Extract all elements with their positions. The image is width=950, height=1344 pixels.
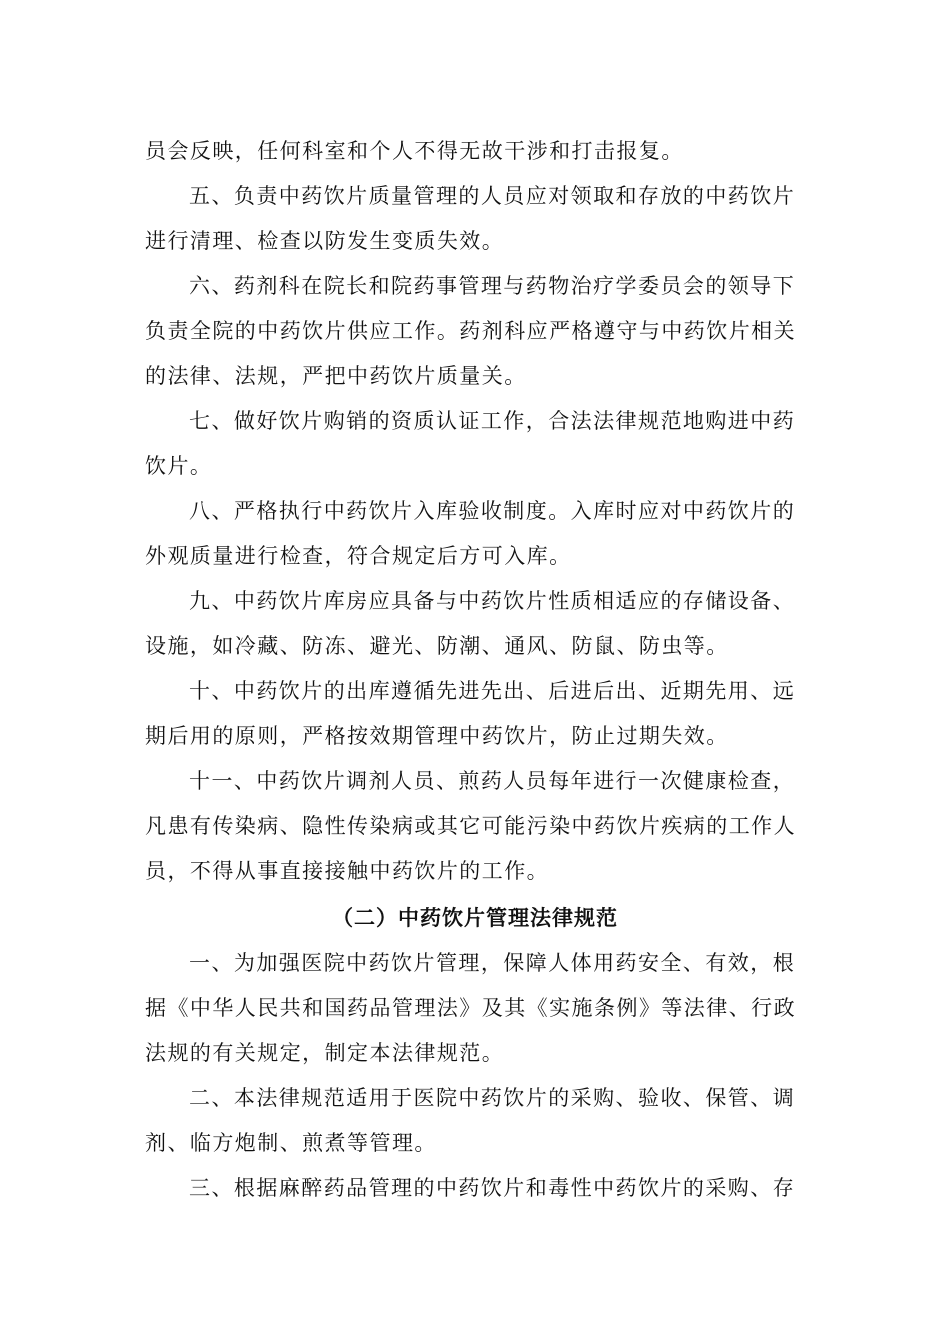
paragraph-line: 十一、中药饮片调剂人员、煎药人员每年进行一次健康检查， [189, 769, 796, 793]
text-line: 据《中华人民共和国药品管理法》及其《实施条例》等法律、行政 [145, 996, 797, 1020]
text-line: 员会反映，任何科室和个人不得无故干涉和打击报复。 [145, 139, 684, 163]
text-line: 期后用的原则，严格按效期管理中药饮片，防止过期失效。 [145, 724, 729, 748]
text-line: 凡患有传染病、隐性传染病或其它可能污染中药饮片疾病的工作人 [145, 814, 797, 838]
section-heading: （二）中药饮片管理法律规范 [332, 905, 618, 930]
paragraph-line: 五、负责中药饮片质量管理的人员应对领取和存放的中药饮片 [189, 184, 796, 208]
paragraph-line: 七、做好饮片购销的资质认证工作，合法法律规范地购进中药 [189, 409, 796, 433]
paragraph-line: 九、中药饮片库房应具备与中药饮片性质相适应的存储设备、 [189, 589, 796, 613]
text-line: 负责全院的中药饮片供应工作。药剂科应严格遵守与中药饮片相关 [145, 319, 797, 343]
text-line: 法规的有关规定，制定本法律规范。 [145, 1041, 505, 1065]
text-line: 的法律、法规，严把中药饮片质量关。 [145, 364, 527, 388]
paragraph-line: 十、中药饮片的出库遵循先进先出、后进后出、近期先用、远 [189, 679, 796, 703]
paragraph-line: 一、为加强医院中药饮片管理，保障人体用药安全、有效，根 [189, 951, 796, 975]
text-line: 进行清理、检查以防发生变质失效。 [145, 229, 505, 253]
text-line: 饮片。 [145, 454, 213, 478]
text-line: 剂、临方炮制、煎煮等管理。 [145, 1131, 437, 1155]
text-line: 外观质量进行检查，符合规定后方可入库。 [145, 544, 572, 568]
text-line: 员，不得从事直接接触中药饮片的工作。 [145, 859, 550, 883]
paragraph-line: 六、药剂科在院长和院药事管理与药物治疗学委员会的领导下 [189, 274, 796, 298]
text-line: 设施，如冷藏、防冻、避光、防潮、通风、防鼠、防虫等。 [145, 634, 729, 658]
paragraph-line: 二、本法律规范适用于医院中药饮片的采购、验收、保管、调 [189, 1086, 796, 1110]
paragraph-line: 八、严格执行中药饮片入库验收制度。入库时应对中药饮片的 [189, 499, 796, 523]
paragraph-line: 三、根据麻醉药品管理的中药饮片和毒性中药饮片的采购、存 [189, 1176, 796, 1200]
